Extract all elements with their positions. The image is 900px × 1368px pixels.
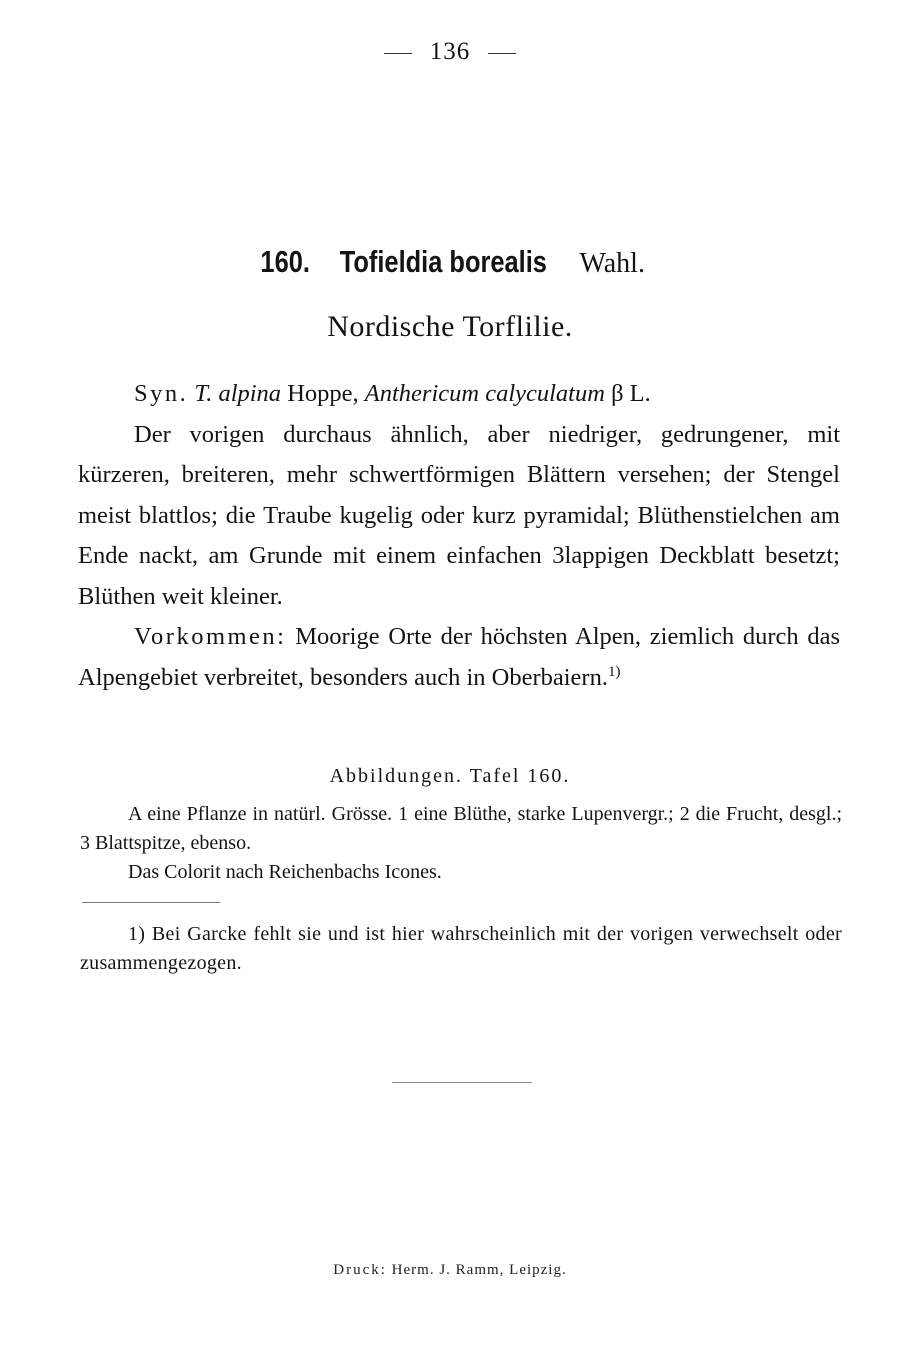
printer-imprint [0,1262,900,1279]
page-number [0,38,900,66]
footnote-text: 1) Bei Garcke fehlt sie und ist hier wahrscheinlich mit der vorigen verwechselt oder zusammengezogen. [80,923,842,974]
end-divider [392,1082,532,1083]
illustrations-line-2: Das Colorit nach Reichenbachs Icones. [128,861,442,883]
synonym-1: T. alpina [194,380,282,407]
dash-left [384,53,412,54]
illustrations-line-1: A eine Pflanze in natürl. Grösse. 1 eine Blüthe, starke Lupenvergr.; 2 die Frucht, desgl.; 3 Blattspitze, ebenso. [80,803,842,854]
occurrence-text: Moorige Orte der höchsten Alpen, ziemlich durch das Alpengebiet verbreitet, besonders auch in Oberbaiern. [78,623,840,691]
species-number: 160. [260,244,310,279]
footnote-divider [82,902,220,903]
synonym-1-author: Hoppe, [287,380,359,407]
species-author: Wahl. [579,248,645,279]
footnote [80,920,842,978]
species-latin-name: Tofieldia borealis [339,244,548,279]
dash-right [488,53,516,54]
species-heading [0,240,900,286]
footnote-reference: 1) [607,663,621,680]
occurrence-label: Vorkommen: [134,623,287,650]
common-name: Nordische Torflilie. [327,310,573,343]
synonyms-label: Syn. [134,380,189,407]
synonym-2-suffix: β L. [611,380,651,407]
page-number-value: 136 [429,38,471,65]
synonyms-paragraph [78,374,840,415]
printer-label: Druck: [333,1262,387,1278]
printer-name: Herm. J. Ramm, Leipzig. [391,1262,567,1278]
body-text [78,374,840,698]
occurrence-paragraph [78,617,840,698]
illustrations-text [80,800,842,887]
synonym-2: Anthericum calyculatum [364,380,605,407]
description-paragraph: Der vorigen durchaus ähnlich, aber niedriger, gedrungener, mit kürzeren, breiteren, mehr schwertförmigen Blättern versehen; der Stengel meist blattlos; die Traube kugelig oder kurz pyramidal; Blüthenstielchen am Ende nackt, am Grunde mit einem einfachen 3lappigen Deckblatt besetzt; Blüthen weit kleiner. [78,420,840,610]
illustrations-heading: Abbildungen. Tafel 160. [329,765,571,787]
